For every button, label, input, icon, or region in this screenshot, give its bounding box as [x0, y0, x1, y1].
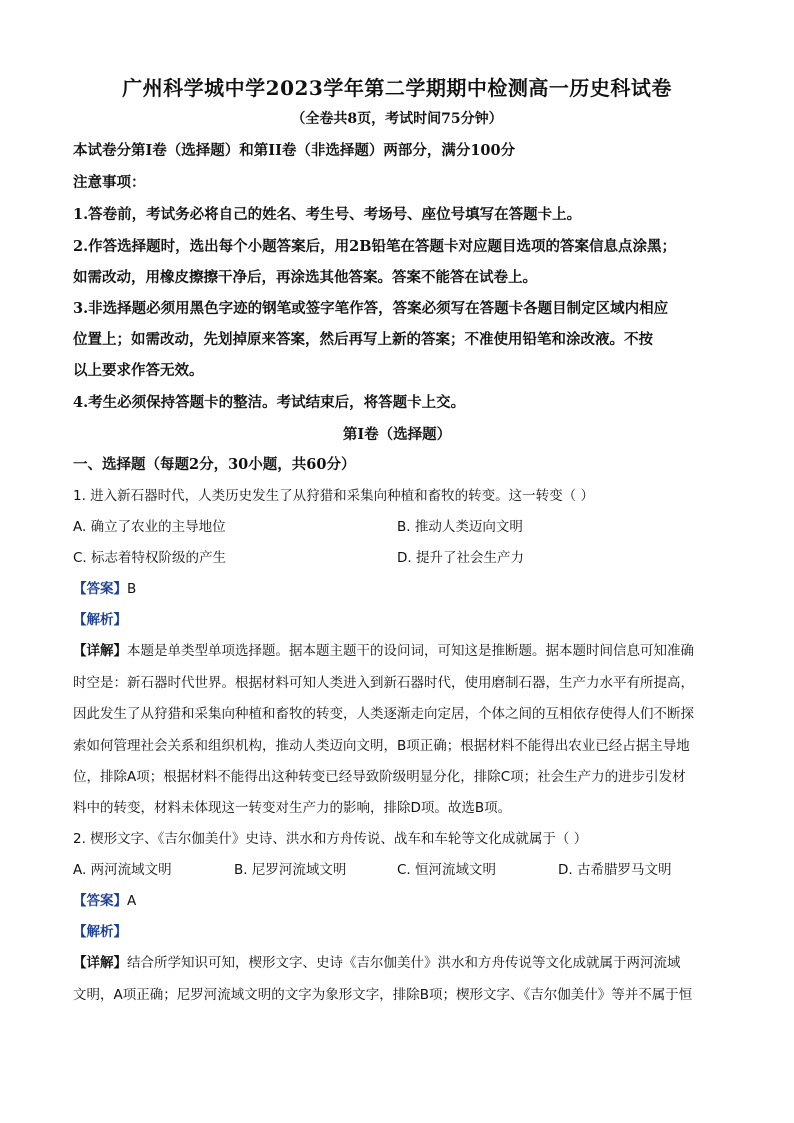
intro-line: 本试卷分第I卷（选择题）和第II卷（非选择题）两部分，满分100分	[73, 142, 516, 159]
question-2-analysis-tag	[73, 920, 127, 940]
detail-tag: 【详解】	[73, 955, 127, 971]
notice-item-2a: 2.作答选择题时，选出每个小题答案后，用2B铅笔在答题卡对应题目选项的答案信息点涂黑；	[73, 238, 676, 255]
detail-text: 结合所学知识可知，楔形文字、史诗《吉尔伽美什》洪水和方舟传说等文化成就属于两河流域	[127, 955, 681, 971]
question-1-detail-line	[73, 639, 694, 659]
detail-tag: 【详解】	[73, 643, 127, 659]
question-1-detail-line: 索如何管理社会关系和组织机构，推动人类迈向文明，B项正确；根据材料不能得出农业已经占据主导地	[73, 738, 690, 754]
question-1-detail-line: 位，排除A项；根据材料不能得出这种转变已经导致阶级明显分化，排除C项；社会生产力的进步引发材	[73, 769, 686, 785]
question-1-option-d: D. 提升了社会生产力	[397, 550, 524, 566]
question-2-option-c: C. 恒河流域文明	[397, 862, 497, 878]
notice-heading: 注意事项：	[73, 174, 146, 191]
question-2-answer	[73, 889, 136, 909]
question-1-option-b: B. 推动人类迈向文明	[397, 519, 523, 535]
analysis-tag: 【解析】	[73, 924, 127, 940]
notice-item-2b: 如需改动，用橡皮擦擦干净后，再涂选其他答案。答案不能答在试卷上。	[73, 269, 537, 286]
question-1-detail-line: 因此发生了从狩猎和采集向种植和畜牧的转变，人类逐渐走向定居，个体之间的互相依存使得人们不断探	[73, 706, 694, 722]
question-1-stem: 1. 进入新石器时代，人类历史发生了从狩猎和采集向种植和畜牧的转变。这一转变（ ）	[73, 488, 594, 504]
part-title: 第I卷（选择题）	[342, 426, 452, 443]
notice-item-4: 4.考生必须保持答题卡的整洁。考试结束后，将答题卡上交。	[73, 394, 466, 411]
answer-value: A	[127, 893, 137, 909]
question-1-detail-line: 时空是：新石器时代世界。根据材料可知人类进入到新石器时代，使用磨制石器，生产力水平有所提高，	[73, 675, 694, 691]
notice-item-1: 1.答卷前，考试务必将自己的姓名、考生号、考场号、座位号填写在答题卡上。	[73, 206, 582, 223]
question-1-option-c: C. 标志着特权阶级的产生	[73, 550, 227, 566]
question-1-option-a: A. 确立了农业的主导地位	[73, 519, 226, 535]
analysis-tag: 【解析】	[73, 612, 127, 628]
question-2-option-b: B. 尼罗河流域文明	[234, 862, 347, 878]
answer-tag: 【答案】	[73, 581, 127, 597]
question-2-option-d: D. 古希腊罗马文明	[558, 862, 672, 878]
answer-tag: 【答案】	[73, 893, 127, 909]
question-2-stem: 2. 楔形文字、《吉尔伽美什》史诗、洪水和方舟传说、战车和车轮等文化成就属于（ ）	[73, 831, 588, 847]
question-1-detail-line: 料中的转变，材料未体现这一转变对生产力的影响，排除D项。故选B项。	[73, 800, 512, 816]
question-2-option-a: A. 两河流域文明	[73, 862, 172, 878]
notice-item-3c: 以上要求作答无效。	[73, 362, 204, 379]
exam-subtitle: （全卷共8页，考试时间75分钟）	[291, 111, 503, 127]
question-2-detail-line	[73, 951, 681, 971]
notice-item-3a: 3.非选择题必须用黑色字迹的钢笔或签字笔作答，答案必须写在答题卡各题目制定区域内相应	[73, 300, 669, 317]
question-1-analysis-tag	[73, 608, 127, 628]
detail-text: 本题是单类型单项选择题。据本题主题干的设问词，可知这是推断题。据本题时间信息可知准确	[127, 643, 694, 659]
section-heading: 一、选择题（每题2分，30小题，共60分）	[73, 456, 356, 473]
exam-title: 广州科学城中学2023学年第二学期期中检测高一历史科试卷	[122, 76, 672, 100]
question-2-detail-line: 文明，A项正确；尼罗河流域文明的文字为象形文字，排除B项；楔形文字、《吉尔伽美什》等并不属于恒	[73, 987, 693, 1003]
question-1-answer	[73, 577, 136, 597]
answer-value: B	[127, 581, 137, 597]
notice-item-3b: 位置上；如需改动，先划掉原来答案，然后再写上新的答案；不准使用铅笔和涂改液。不按	[73, 331, 653, 348]
